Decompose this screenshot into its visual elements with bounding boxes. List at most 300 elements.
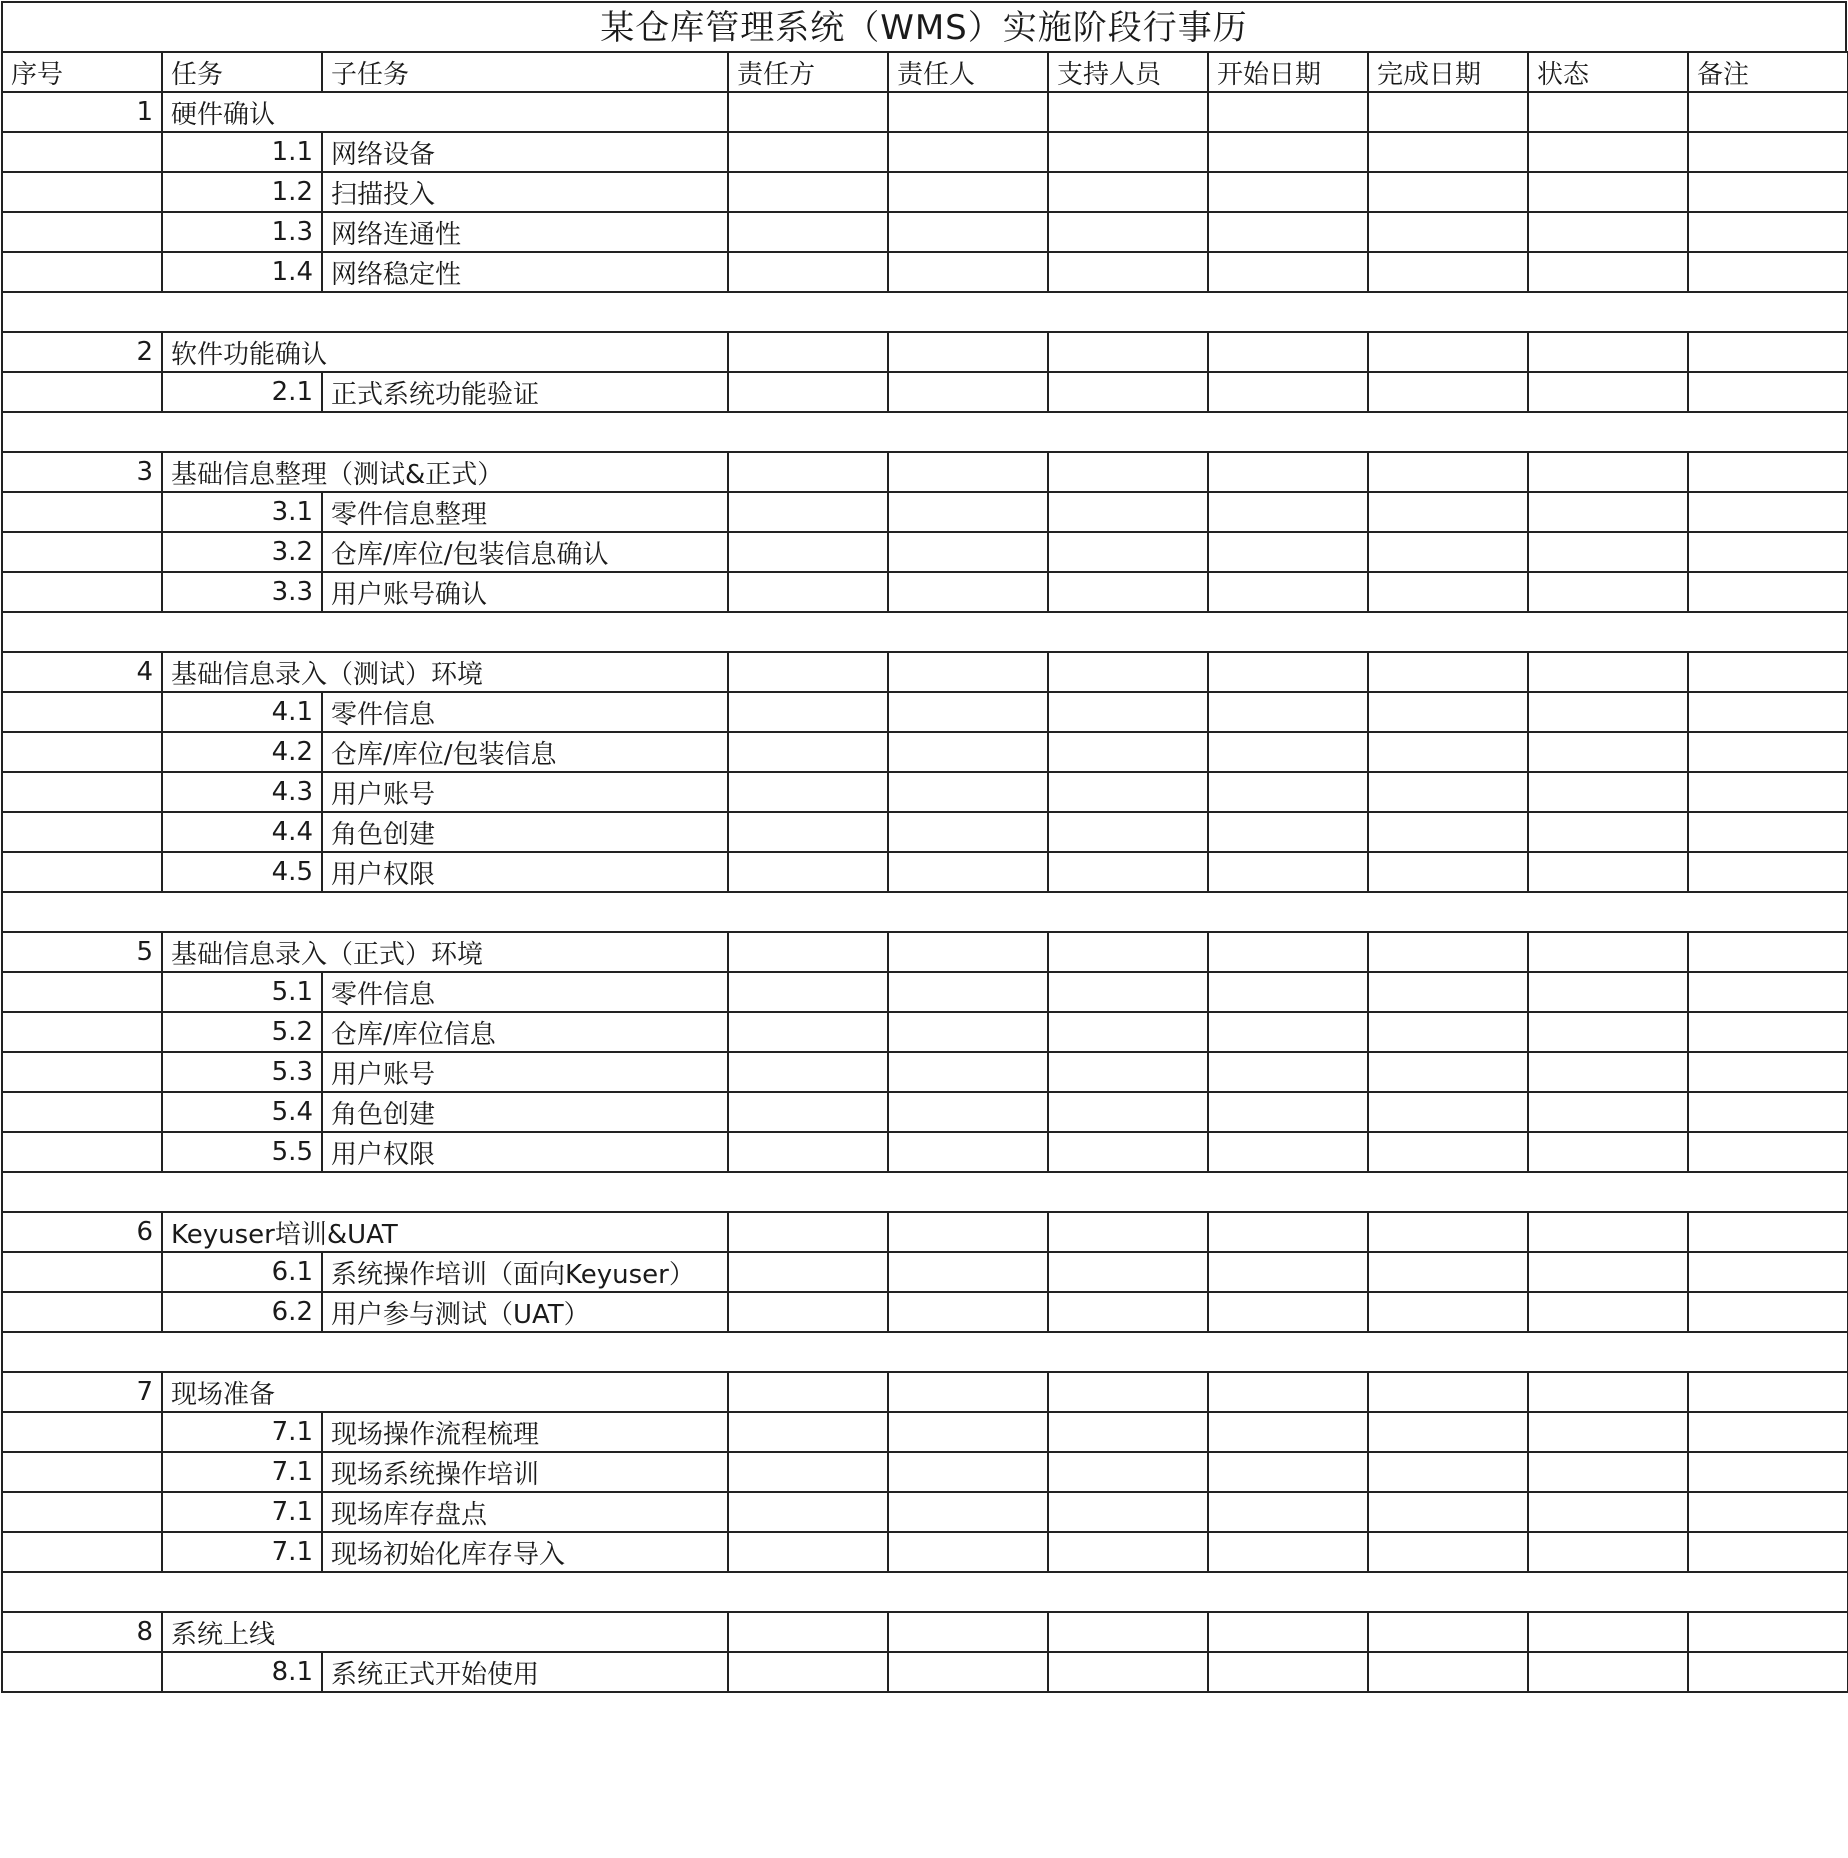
status-cell[interactable] [1528, 1652, 1688, 1692]
owner-cell[interactable] [888, 372, 1048, 412]
empty-cell[interactable] [1208, 292, 1368, 332]
index-cell[interactable] [2, 252, 162, 292]
remarks-cell[interactable] [1688, 572, 1848, 612]
header-cell-status[interactable]: 状态 [1528, 52, 1688, 92]
end-date-cell[interactable] [1368, 252, 1528, 292]
end-date-cell[interactable] [1368, 1012, 1528, 1052]
status-cell[interactable] [1528, 732, 1688, 772]
index-cell[interactable] [2, 772, 162, 812]
empty-cell[interactable] [1368, 1572, 1528, 1612]
empty-cell[interactable] [1688, 1172, 1848, 1212]
empty-cell[interactable] [888, 892, 1048, 932]
end-date-cell[interactable] [1368, 1492, 1528, 1532]
empty-cell[interactable] [2, 612, 162, 652]
support-cell[interactable] [1048, 1212, 1208, 1252]
support-cell[interactable] [1048, 812, 1208, 852]
start-date-cell[interactable] [1208, 1372, 1368, 1412]
status-cell[interactable] [1528, 92, 1688, 132]
responsible-party-cell[interactable] [728, 732, 888, 772]
index-cell[interactable] [2, 212, 162, 252]
remarks-cell[interactable] [1688, 1452, 1848, 1492]
owner-cell[interactable] [888, 1132, 1048, 1172]
empty-cell[interactable] [1048, 1572, 1208, 1612]
subtask-number-cell[interactable]: 3.1 [162, 492, 322, 532]
support-cell[interactable] [1048, 1292, 1208, 1332]
status-cell[interactable] [1528, 932, 1688, 972]
status-cell[interactable] [1528, 972, 1688, 1012]
index-cell[interactable] [2, 132, 162, 172]
empty-cell[interactable] [1048, 612, 1208, 652]
empty-cell[interactable] [1368, 892, 1528, 932]
remarks-cell[interactable] [1688, 732, 1848, 772]
start-date-cell[interactable] [1208, 1652, 1368, 1692]
task-name-cell[interactable]: 基础信息整理（测试&正式） [162, 452, 728, 492]
empty-cell[interactable] [1208, 892, 1368, 932]
subtask-number-cell[interactable]: 5.5 [162, 1132, 322, 1172]
subtask-name-cell[interactable]: 仓库/库位/包装信息确认 [322, 532, 728, 572]
responsible-party-cell[interactable] [728, 1452, 888, 1492]
end-date-cell[interactable] [1368, 1652, 1528, 1692]
end-date-cell[interactable] [1368, 1092, 1528, 1132]
support-cell[interactable] [1048, 452, 1208, 492]
empty-cell[interactable] [1208, 1572, 1368, 1612]
end-date-cell[interactable] [1368, 1412, 1528, 1452]
status-cell[interactable] [1528, 1452, 1688, 1492]
index-cell[interactable] [2, 572, 162, 612]
end-date-cell[interactable] [1368, 1212, 1528, 1252]
subtask-number-cell[interactable]: 2.1 [162, 372, 322, 412]
task-name-cell[interactable]: 基础信息录入（正式）环境 [162, 932, 728, 972]
subtask-number-cell[interactable]: 4.2 [162, 732, 322, 772]
empty-cell[interactable] [728, 612, 888, 652]
owner-cell[interactable] [888, 1412, 1048, 1452]
status-cell[interactable] [1528, 1492, 1688, 1532]
subtask-number-cell[interactable]: 4.4 [162, 812, 322, 852]
empty-cell[interactable] [888, 612, 1048, 652]
task-number-cell[interactable]: 1 [2, 92, 162, 132]
remarks-cell[interactable] [1688, 132, 1848, 172]
owner-cell[interactable] [888, 1212, 1048, 1252]
start-date-cell[interactable] [1208, 1052, 1368, 1092]
responsible-party-cell[interactable] [728, 1292, 888, 1332]
subtask-number-cell[interactable]: 8.1 [162, 1652, 322, 1692]
responsible-party-cell[interactable] [728, 1252, 888, 1292]
subtask-number-cell[interactable]: 1.1 [162, 132, 322, 172]
index-cell[interactable] [2, 1252, 162, 1292]
support-cell[interactable] [1048, 1452, 1208, 1492]
owner-cell[interactable] [888, 1612, 1048, 1652]
header-cell-subtask[interactable]: 子任务 [322, 52, 728, 92]
status-cell[interactable] [1528, 252, 1688, 292]
index-cell[interactable] [2, 532, 162, 572]
empty-cell[interactable] [1368, 412, 1528, 452]
empty-cell[interactable] [162, 612, 322, 652]
subtask-name-cell[interactable]: 系统正式开始使用 [322, 1652, 728, 1692]
subtask-number-cell[interactable]: 3.3 [162, 572, 322, 612]
support-cell[interactable] [1048, 852, 1208, 892]
owner-cell[interactable] [888, 1652, 1048, 1692]
end-date-cell[interactable] [1368, 1532, 1528, 1572]
subtask-name-cell[interactable]: 仓库/库位/包装信息 [322, 732, 728, 772]
index-cell[interactable] [2, 1412, 162, 1452]
empty-cell[interactable] [1528, 612, 1688, 652]
start-date-cell[interactable] [1208, 252, 1368, 292]
empty-cell[interactable] [162, 892, 322, 932]
owner-cell[interactable] [888, 732, 1048, 772]
responsible-party-cell[interactable] [728, 972, 888, 1012]
empty-cell[interactable] [1528, 292, 1688, 332]
owner-cell[interactable] [888, 932, 1048, 972]
empty-cell[interactable] [1368, 292, 1528, 332]
empty-cell[interactable] [162, 412, 322, 452]
task-number-cell[interactable]: 8 [2, 1612, 162, 1652]
empty-cell[interactable] [1688, 412, 1848, 452]
remarks-cell[interactable] [1688, 452, 1848, 492]
empty-cell[interactable] [888, 1572, 1048, 1612]
index-cell[interactable] [2, 1292, 162, 1332]
index-cell[interactable] [2, 732, 162, 772]
start-date-cell[interactable] [1208, 1492, 1368, 1532]
status-cell[interactable] [1528, 1252, 1688, 1292]
empty-cell[interactable] [1528, 1332, 1688, 1372]
responsible-party-cell[interactable] [728, 492, 888, 532]
remarks-cell[interactable] [1688, 692, 1848, 732]
empty-cell[interactable] [1208, 412, 1368, 452]
owner-cell[interactable] [888, 572, 1048, 612]
index-cell[interactable] [2, 1052, 162, 1092]
owner-cell[interactable] [888, 1052, 1048, 1092]
subtask-name-cell[interactable]: 系统操作培训（面向Keyuser） [322, 1252, 728, 1292]
owner-cell[interactable] [888, 972, 1048, 1012]
support-cell[interactable] [1048, 772, 1208, 812]
responsible-party-cell[interactable] [728, 1532, 888, 1572]
task-name-cell[interactable]: 系统上线 [162, 1612, 728, 1652]
support-cell[interactable] [1048, 372, 1208, 412]
subtask-name-cell[interactable]: 正式系统功能验证 [322, 372, 728, 412]
start-date-cell[interactable] [1208, 1252, 1368, 1292]
subtask-name-cell[interactable]: 角色创建 [322, 1092, 728, 1132]
status-cell[interactable] [1528, 1372, 1688, 1412]
remarks-cell[interactable] [1688, 372, 1848, 412]
subtask-number-cell[interactable]: 5.4 [162, 1092, 322, 1132]
responsible-party-cell[interactable] [728, 812, 888, 852]
status-cell[interactable] [1528, 1532, 1688, 1572]
empty-cell[interactable] [1048, 1172, 1208, 1212]
owner-cell[interactable] [888, 452, 1048, 492]
index-cell[interactable] [2, 1532, 162, 1572]
end-date-cell[interactable] [1368, 532, 1528, 572]
remarks-cell[interactable] [1688, 1492, 1848, 1532]
support-cell[interactable] [1048, 1492, 1208, 1532]
end-date-cell[interactable] [1368, 1132, 1528, 1172]
empty-cell[interactable] [1048, 292, 1208, 332]
start-date-cell[interactable] [1208, 732, 1368, 772]
empty-cell[interactable] [1528, 412, 1688, 452]
empty-cell[interactable] [1688, 612, 1848, 652]
header-cell-responsible-party[interactable]: 责任方 [728, 52, 888, 92]
start-date-cell[interactable] [1208, 932, 1368, 972]
responsible-party-cell[interactable] [728, 1372, 888, 1412]
support-cell[interactable] [1048, 172, 1208, 212]
header-cell-remarks[interactable]: 备注 [1688, 52, 1848, 92]
owner-cell[interactable] [888, 1452, 1048, 1492]
empty-cell[interactable] [728, 1572, 888, 1612]
end-date-cell[interactable] [1368, 372, 1528, 412]
empty-cell[interactable] [2, 892, 162, 932]
empty-cell[interactable] [888, 292, 1048, 332]
owner-cell[interactable] [888, 252, 1048, 292]
subtask-number-cell[interactable]: 4.5 [162, 852, 322, 892]
empty-cell[interactable] [1048, 412, 1208, 452]
support-cell[interactable] [1048, 932, 1208, 972]
subtask-number-cell[interactable]: 5.2 [162, 1012, 322, 1052]
subtask-name-cell[interactable]: 角色创建 [322, 812, 728, 852]
remarks-cell[interactable] [1688, 1212, 1848, 1252]
responsible-party-cell[interactable] [728, 212, 888, 252]
index-cell[interactable] [2, 1492, 162, 1532]
status-cell[interactable] [1528, 1612, 1688, 1652]
start-date-cell[interactable] [1208, 1132, 1368, 1172]
end-date-cell[interactable] [1368, 212, 1528, 252]
remarks-cell[interactable] [1688, 92, 1848, 132]
subtask-number-cell[interactable]: 1.3 [162, 212, 322, 252]
status-cell[interactable] [1528, 532, 1688, 572]
end-date-cell[interactable] [1368, 692, 1528, 732]
subtask-name-cell[interactable]: 仓库/库位信息 [322, 1012, 728, 1052]
empty-cell[interactable] [1688, 292, 1848, 332]
subtask-number-cell[interactable]: 6.1 [162, 1252, 322, 1292]
subtask-number-cell[interactable]: 6.2 [162, 1292, 322, 1332]
end-date-cell[interactable] [1368, 132, 1528, 172]
header-cell-start-date[interactable]: 开始日期 [1208, 52, 1368, 92]
index-cell[interactable] [2, 812, 162, 852]
empty-cell[interactable] [1688, 892, 1848, 932]
index-cell[interactable] [2, 172, 162, 212]
index-cell[interactable] [2, 372, 162, 412]
start-date-cell[interactable] [1208, 332, 1368, 372]
empty-cell[interactable] [322, 1172, 728, 1212]
subtask-name-cell[interactable]: 用户账号 [322, 1052, 728, 1092]
status-cell[interactable] [1528, 852, 1688, 892]
responsible-party-cell[interactable] [728, 1092, 888, 1132]
end-date-cell[interactable] [1368, 732, 1528, 772]
status-cell[interactable] [1528, 1012, 1688, 1052]
responsible-party-cell[interactable] [728, 772, 888, 812]
empty-cell[interactable] [2, 1332, 162, 1372]
index-cell[interactable] [2, 1652, 162, 1692]
status-cell[interactable] [1528, 1092, 1688, 1132]
start-date-cell[interactable] [1208, 92, 1368, 132]
task-name-cell[interactable]: 硬件确认 [162, 92, 728, 132]
empty-cell[interactable] [728, 1332, 888, 1372]
end-date-cell[interactable] [1368, 972, 1528, 1012]
support-cell[interactable] [1048, 732, 1208, 772]
support-cell[interactable] [1048, 492, 1208, 532]
status-cell[interactable] [1528, 692, 1688, 732]
index-cell[interactable] [2, 692, 162, 732]
support-cell[interactable] [1048, 1372, 1208, 1412]
start-date-cell[interactable] [1208, 1452, 1368, 1492]
owner-cell[interactable] [888, 1372, 1048, 1412]
header-cell-support[interactable]: 支持人员 [1048, 52, 1208, 92]
header-cell-task[interactable]: 任务 [162, 52, 322, 92]
subtask-number-cell[interactable]: 5.3 [162, 1052, 322, 1092]
owner-cell[interactable] [888, 1492, 1048, 1532]
index-cell[interactable] [2, 852, 162, 892]
responsible-party-cell[interactable] [728, 1612, 888, 1652]
end-date-cell[interactable] [1368, 452, 1528, 492]
subtask-name-cell[interactable]: 用户账号确认 [322, 572, 728, 612]
remarks-cell[interactable] [1688, 172, 1848, 212]
subtask-number-cell[interactable]: 7.1 [162, 1492, 322, 1532]
responsible-party-cell[interactable] [728, 1492, 888, 1532]
empty-cell[interactable] [162, 292, 322, 332]
start-date-cell[interactable] [1208, 1092, 1368, 1132]
start-date-cell[interactable] [1208, 212, 1368, 252]
end-date-cell[interactable] [1368, 1612, 1528, 1652]
start-date-cell[interactable] [1208, 1532, 1368, 1572]
remarks-cell[interactable] [1688, 1132, 1848, 1172]
remarks-cell[interactable] [1688, 652, 1848, 692]
start-date-cell[interactable] [1208, 972, 1368, 1012]
end-date-cell[interactable] [1368, 812, 1528, 852]
responsible-party-cell[interactable] [728, 252, 888, 292]
end-date-cell[interactable] [1368, 1452, 1528, 1492]
remarks-cell[interactable] [1688, 772, 1848, 812]
end-date-cell[interactable] [1368, 1052, 1528, 1092]
start-date-cell[interactable] [1208, 1012, 1368, 1052]
status-cell[interactable] [1528, 772, 1688, 812]
remarks-cell[interactable] [1688, 1612, 1848, 1652]
start-date-cell[interactable] [1208, 812, 1368, 852]
owner-cell[interactable] [888, 1532, 1048, 1572]
subtask-number-cell[interactable]: 7.1 [162, 1452, 322, 1492]
subtask-name-cell[interactable]: 零件信息 [322, 972, 728, 1012]
end-date-cell[interactable] [1368, 652, 1528, 692]
status-cell[interactable] [1528, 372, 1688, 412]
remarks-cell[interactable] [1688, 252, 1848, 292]
subtask-number-cell[interactable]: 1.4 [162, 252, 322, 292]
subtask-number-cell[interactable]: 1.2 [162, 172, 322, 212]
remarks-cell[interactable] [1688, 1092, 1848, 1132]
empty-cell[interactable] [162, 1332, 322, 1372]
end-date-cell[interactable] [1368, 332, 1528, 372]
support-cell[interactable] [1048, 572, 1208, 612]
empty-cell[interactable] [728, 892, 888, 932]
start-date-cell[interactable] [1208, 772, 1368, 812]
start-date-cell[interactable] [1208, 1212, 1368, 1252]
end-date-cell[interactable] [1368, 1292, 1528, 1332]
empty-cell[interactable] [322, 1572, 728, 1612]
subtask-number-cell[interactable]: 3.2 [162, 532, 322, 572]
end-date-cell[interactable] [1368, 172, 1528, 212]
empty-cell[interactable] [1688, 1332, 1848, 1372]
support-cell[interactable] [1048, 532, 1208, 572]
task-number-cell[interactable]: 4 [2, 652, 162, 692]
remarks-cell[interactable] [1688, 1052, 1848, 1092]
start-date-cell[interactable] [1208, 452, 1368, 492]
empty-cell[interactable] [1048, 892, 1208, 932]
empty-cell[interactable] [2, 412, 162, 452]
start-date-cell[interactable] [1208, 132, 1368, 172]
subtask-name-cell[interactable]: 网络连通性 [322, 212, 728, 252]
status-cell[interactable] [1528, 332, 1688, 372]
subtask-number-cell[interactable]: 4.3 [162, 772, 322, 812]
support-cell[interactable] [1048, 1012, 1208, 1052]
support-cell[interactable] [1048, 132, 1208, 172]
support-cell[interactable] [1048, 1092, 1208, 1132]
task-name-cell[interactable]: 现场准备 [162, 1372, 728, 1412]
subtask-name-cell[interactable]: 用户参与测试（UAT） [322, 1292, 728, 1332]
empty-cell[interactable] [728, 412, 888, 452]
responsible-party-cell[interactable] [728, 1652, 888, 1692]
index-cell[interactable] [2, 1452, 162, 1492]
empty-cell[interactable] [322, 292, 728, 332]
header-cell-end-date[interactable]: 完成日期 [1368, 52, 1528, 92]
support-cell[interactable] [1048, 1652, 1208, 1692]
empty-cell[interactable] [1528, 1172, 1688, 1212]
remarks-cell[interactable] [1688, 492, 1848, 532]
status-cell[interactable] [1528, 452, 1688, 492]
empty-cell[interactable] [1208, 1332, 1368, 1372]
empty-cell[interactable] [322, 892, 728, 932]
support-cell[interactable] [1048, 972, 1208, 1012]
responsible-party-cell[interactable] [728, 932, 888, 972]
responsible-party-cell[interactable] [728, 652, 888, 692]
subtask-number-cell[interactable]: 5.1 [162, 972, 322, 1012]
end-date-cell[interactable] [1368, 932, 1528, 972]
task-number-cell[interactable]: 2 [2, 332, 162, 372]
start-date-cell[interactable] [1208, 1412, 1368, 1452]
subtask-name-cell[interactable]: 零件信息整理 [322, 492, 728, 532]
support-cell[interactable] [1048, 212, 1208, 252]
status-cell[interactable] [1528, 1292, 1688, 1332]
responsible-party-cell[interactable] [728, 1132, 888, 1172]
remarks-cell[interactable] [1688, 932, 1848, 972]
task-name-cell[interactable]: 软件功能确认 [162, 332, 728, 372]
empty-cell[interactable] [162, 1572, 322, 1612]
empty-cell[interactable] [1528, 892, 1688, 932]
subtask-name-cell[interactable]: 现场初始化库存导入 [322, 1532, 728, 1572]
owner-cell[interactable] [888, 692, 1048, 732]
owner-cell[interactable] [888, 1012, 1048, 1052]
start-date-cell[interactable] [1208, 852, 1368, 892]
start-date-cell[interactable] [1208, 372, 1368, 412]
task-name-cell[interactable]: 基础信息录入（测试）环境 [162, 652, 728, 692]
responsible-party-cell[interactable] [728, 1052, 888, 1092]
index-cell[interactable] [2, 1092, 162, 1132]
subtask-name-cell[interactable]: 网络稳定性 [322, 252, 728, 292]
subtask-number-cell[interactable]: 7.1 [162, 1532, 322, 1572]
owner-cell[interactable] [888, 532, 1048, 572]
task-number-cell[interactable]: 5 [2, 932, 162, 972]
owner-cell[interactable] [888, 852, 1048, 892]
empty-cell[interactable] [2, 1572, 162, 1612]
responsible-party-cell[interactable] [728, 452, 888, 492]
responsible-party-cell[interactable] [728, 172, 888, 212]
support-cell[interactable] [1048, 252, 1208, 292]
remarks-cell[interactable] [1688, 1372, 1848, 1412]
start-date-cell[interactable] [1208, 572, 1368, 612]
empty-cell[interactable] [322, 412, 728, 452]
owner-cell[interactable] [888, 1292, 1048, 1332]
status-cell[interactable] [1528, 132, 1688, 172]
status-cell[interactable] [1528, 572, 1688, 612]
header-cell-index[interactable]: 序号 [2, 52, 162, 92]
remarks-cell[interactable] [1688, 972, 1848, 1012]
subtask-name-cell[interactable]: 现场操作流程梳理 [322, 1412, 728, 1452]
remarks-cell[interactable] [1688, 852, 1848, 892]
